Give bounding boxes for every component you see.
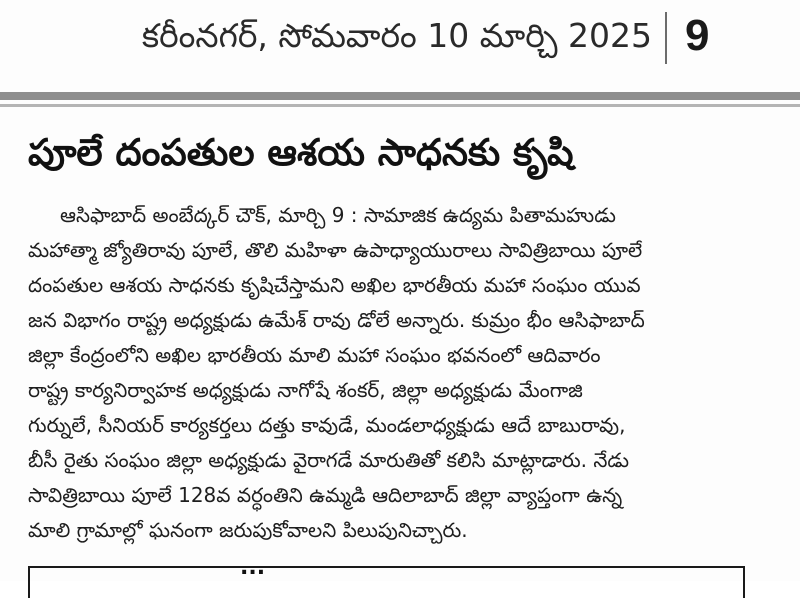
article-line: గుర్నులే, సీనియర్ కార్యకర్తలు దత్తు కావుడే, మండలాధ్యక్షుడు ఆదే బాబురావు, — [28, 413, 626, 437]
header-separator — [665, 12, 667, 64]
article-line: బీసీ రైతు సంఘం జిల్లా అధ్యక్షుడు వైరాగడే మారుతితో కలిసి మాట్లాడారు. నేడు — [28, 448, 630, 472]
article-line: సావిత్రిబాయి పూలే 128వ వర్ధంతిని ఉమ్మడి ఆదిలాబాద్ జిల్లా వ్యాప్తంగా ఉన్న — [28, 483, 623, 507]
header-rule-thick — [0, 92, 800, 100]
article-line: జిల్లా కేంద్రంలోని అఖిల భారతీయ మాలి మహా సంఘం భవనంలో ఆదివారం — [28, 343, 601, 367]
article-body — [28, 198, 773, 548]
page-number: 9 — [685, 11, 710, 60]
article-line: రాష్ట్ర కార్యనిర్వాహక అధ్యక్షుడు నాగోషే శంకర్, జిల్లా అధ్యక్షుడు మేంగాజి — [28, 378, 583, 402]
header-rule-thin — [0, 104, 800, 107]
next-article-title: ... — [240, 566, 266, 580]
article-line: మాలి గ్రామాల్లో ఘనంగా జరుపుకోవాలని పిలుపునిచ్చారు. — [28, 518, 468, 542]
article-line: దంపతుల ఆశయ సాధనకు కృషిచేస్తామని అఖిల భారతీయ మహా సంఘం యువ — [28, 273, 641, 297]
article-line: మహాత్మా జ్యోతిరావు పూలే, తొలి మహిళా ఉపాధ్యాయురాలు సావిత్రిబాయి పూలే — [28, 238, 643, 262]
next-article-box — [28, 566, 745, 598]
dateline: కరీంనగర్, సోమవారం 10 మార్చి 2025 — [141, 16, 652, 55]
article-line: జన విభాగం రాష్ట్ర అధ్యక్షుడు ఉమేశ్ రావు డోలే అన్నారు. కుమ్రం భీం ఆసిఫాబాద్ — [28, 308, 645, 332]
article-headline: పూలే దంపతుల ఆశయ సాధనకు కృషి — [28, 131, 574, 174]
article-line: ఆసిఫాబాద్ అంబేద్కర్ చౌక్, మార్చి 9 : సామాజిక ఉద్యమ పితామహుడు — [60, 203, 616, 227]
page-header — [0, 0, 800, 86]
